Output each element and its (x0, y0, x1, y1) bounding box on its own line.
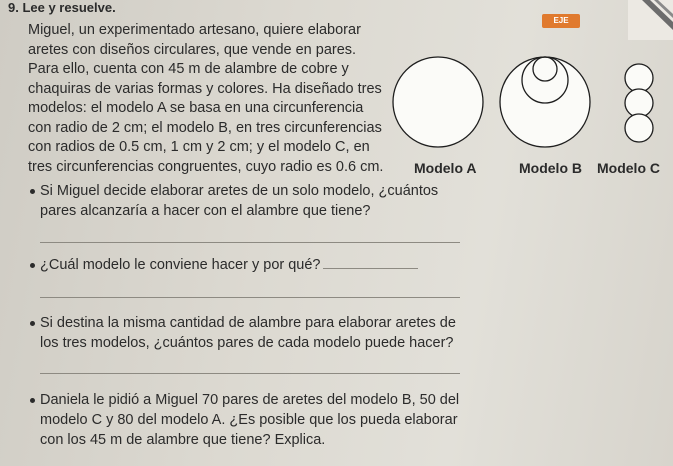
answer-line-q1[interactable] (40, 242, 460, 243)
intro-line: aretes con diseños circulares, que vende en pares. (28, 41, 357, 58)
eje-badge: EJE (542, 14, 580, 28)
model-c-circle-top (625, 64, 653, 92)
intro-line: con radios de 0.5 cm, 1 cm y 2 cm; y el modelo C, en (28, 139, 370, 155)
question-2-line (40, 255, 418, 275)
bullet (30, 263, 35, 268)
question-1-line-1: Si Miguel decide elaborar aretes de un solo modelo, ¿cuántos (40, 183, 439, 199)
question-3-line-1: Si destina la misma cantidad de alambre para elaborar aretes de (40, 315, 456, 331)
exercise-heading: 9. Lee y resuelve. (8, 0, 116, 15)
question-4-line-2: modelo C y 80 del modelo A. ¿Es posible que los pueda elaborar (40, 412, 458, 428)
model-c-circle-middle (625, 89, 653, 117)
question-3-line-2: los tres modelos, ¿cuántos pares de cada modelo puede hacer? (40, 335, 454, 351)
intro-line: con radio de 2 cm; el modelo B, en tres circunferencias (28, 119, 382, 136)
answer-line-q2[interactable] (40, 297, 460, 298)
intro-line: modelos: el modelo A se basa en una circunferencia (28, 100, 364, 116)
model-b-outer-circle (500, 57, 590, 147)
intro-line: tres circunferencias congruentes, cuyo radio es 0.6 cm. (28, 158, 384, 175)
problem-statement (28, 21, 383, 177)
intro-line: Miguel, un experimentado artesano, quiere elaborar (28, 22, 361, 38)
answer-line-q2-inline[interactable] (323, 267, 418, 269)
bullet (30, 321, 35, 326)
model-c-circle-bottom (625, 114, 653, 142)
bullet (30, 398, 35, 403)
bullet (30, 189, 35, 194)
model-b-label: Modelo B (519, 160, 582, 176)
question-1-line-2: pares alcanzaría a hacer con el alambre que tiene? (40, 203, 371, 219)
answer-line-q3[interactable] (40, 373, 460, 374)
model-a-circle (393, 57, 483, 147)
intro-line: chaquiras de varias formas y colores. Ha diseñado tres (28, 80, 382, 97)
question-4-line-1: Daniela le pidió a Miguel 70 pares de aretes del modelo B, 50 del (40, 392, 460, 408)
corner-stripes-decoration (628, 0, 673, 40)
question-2-text: ¿Cuál modelo le conviene hacer y por qué? (40, 257, 321, 273)
intro-line: Para ello, cuenta con 45 m de alambre de cobre y (28, 61, 349, 77)
question-4-line-3: con los 45 m de alambre que tiene? Explica. (40, 432, 326, 448)
model-c-label: Modelo C (597, 160, 660, 176)
model-a-label: Modelo A (414, 160, 477, 176)
